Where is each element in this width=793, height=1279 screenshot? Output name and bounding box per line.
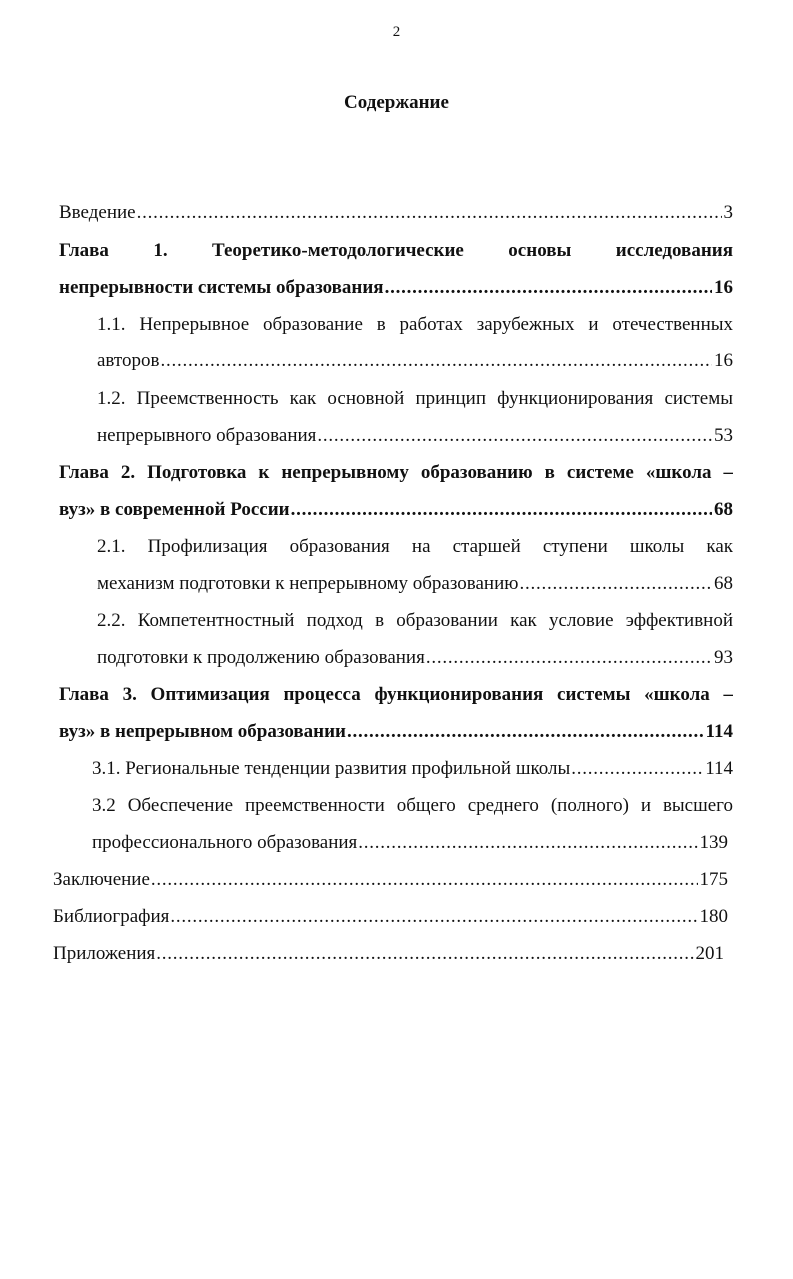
toc-entry-title: Заключение <box>53 869 150 890</box>
toc-entry-title-line-2 <box>92 829 728 857</box>
dot-leader <box>155 940 693 968</box>
toc-entry-title: механизм подготовки к непрерывному образованию <box>97 573 519 594</box>
dot-leader <box>570 755 703 783</box>
dot-leader <box>518 570 712 598</box>
toc-entry-conclusion[interactable] <box>53 866 728 894</box>
toc-entry-page: 53 <box>714 425 733 446</box>
dot-leader <box>159 347 712 375</box>
toc-entry-page: 93 <box>714 647 733 668</box>
toc-entry-title: вуз» в непрерывном образовании <box>59 721 346 742</box>
dot-leader <box>384 274 712 302</box>
toc-entry-page: 3 <box>723 202 733 223</box>
toc-entry-title-line-2 <box>97 347 733 375</box>
toc-entry-bibliography[interactable] <box>53 903 728 931</box>
toc-entry-title: профессионального образования <box>92 832 358 853</box>
toc-entry-title-line-1: 1.1. Непрерывное образование в работах зарубежных и отечественных <box>97 314 733 335</box>
toc-entry-title: Библиография <box>53 906 170 927</box>
toc-entry-page: 139 <box>699 832 728 853</box>
toc-entry-title-line-1: 2.2. Компетентностный подход в образовании как условие эффективной <box>97 610 733 631</box>
toc-entry-introduction[interactable] <box>59 199 733 227</box>
page-number: 2 <box>392 24 401 40</box>
dot-leader <box>136 199 722 227</box>
dot-leader <box>346 718 704 746</box>
toc-entry-page: 114 <box>705 721 733 742</box>
toc-entry-title-line-1: 1.2. Преемственность как основной принцип функционирования системы <box>97 388 733 409</box>
toc-entry-title-line-1: Глава 1. Теоретико-методологические основы исследования <box>59 240 733 261</box>
toc-entry-title-line-2 <box>59 274 733 302</box>
dot-leader <box>290 496 712 524</box>
toc-entry-page: 175 <box>699 869 728 890</box>
toc-entry-title-line-2 <box>97 570 733 598</box>
toc-entry-appendices[interactable] <box>53 940 724 968</box>
toc-entry-page: 16 <box>714 277 733 298</box>
toc-entry-title-line-1: Глава 2. Подготовка к непрерывному образованию в системе «школа – <box>59 462 733 483</box>
toc-entry-title-line-2 <box>97 422 733 450</box>
toc-entry-title: 3.1. Региональные тенденции развития профильной школы <box>92 758 571 779</box>
toc-entry-page: 114 <box>705 758 733 779</box>
toc-entry-page: 16 <box>714 350 733 371</box>
toc-entry-page: 201 <box>695 943 724 964</box>
toc-entry-page: 68 <box>714 499 733 520</box>
toc-entry-title-line-2 <box>97 644 733 672</box>
dot-leader <box>316 422 712 450</box>
toc-entry-title: Приложения <box>53 943 156 964</box>
toc-entry-page: 68 <box>714 573 733 594</box>
toc-entry-title: Введение <box>59 202 136 223</box>
toc-entry-title-line-2 <box>59 718 733 746</box>
toc-entry-title-line-2 <box>59 496 733 524</box>
toc-entry-title-line-1: 2.1. Профилизация образования на старшей ступени школы как <box>97 536 733 557</box>
toc-entry-title: авторов <box>97 350 160 371</box>
toc-entry-title-line-1: Глава 3. Оптимизация процесса функционирования системы «школа – <box>59 684 733 705</box>
dot-leader <box>425 644 712 672</box>
toc-entry-page: 180 <box>699 906 728 927</box>
toc-entry-title: непрерывности системы образования <box>59 277 384 298</box>
document-title: Содержание <box>344 92 449 113</box>
dot-leader <box>150 866 698 894</box>
dot-leader <box>357 829 697 857</box>
toc-entry-section-3-1[interactable] <box>92 755 733 783</box>
dot-leader <box>169 903 697 931</box>
toc-entry-title: вуз» в современной России <box>59 499 290 520</box>
toc-entry-title: подготовки к продолжению образования <box>97 647 425 668</box>
toc-entry-title-line-1: 3.2 Обеспечение преемственности общего среднего (полного) и высшего <box>92 795 733 816</box>
toc-entry-title: непрерывного образования <box>97 425 317 446</box>
